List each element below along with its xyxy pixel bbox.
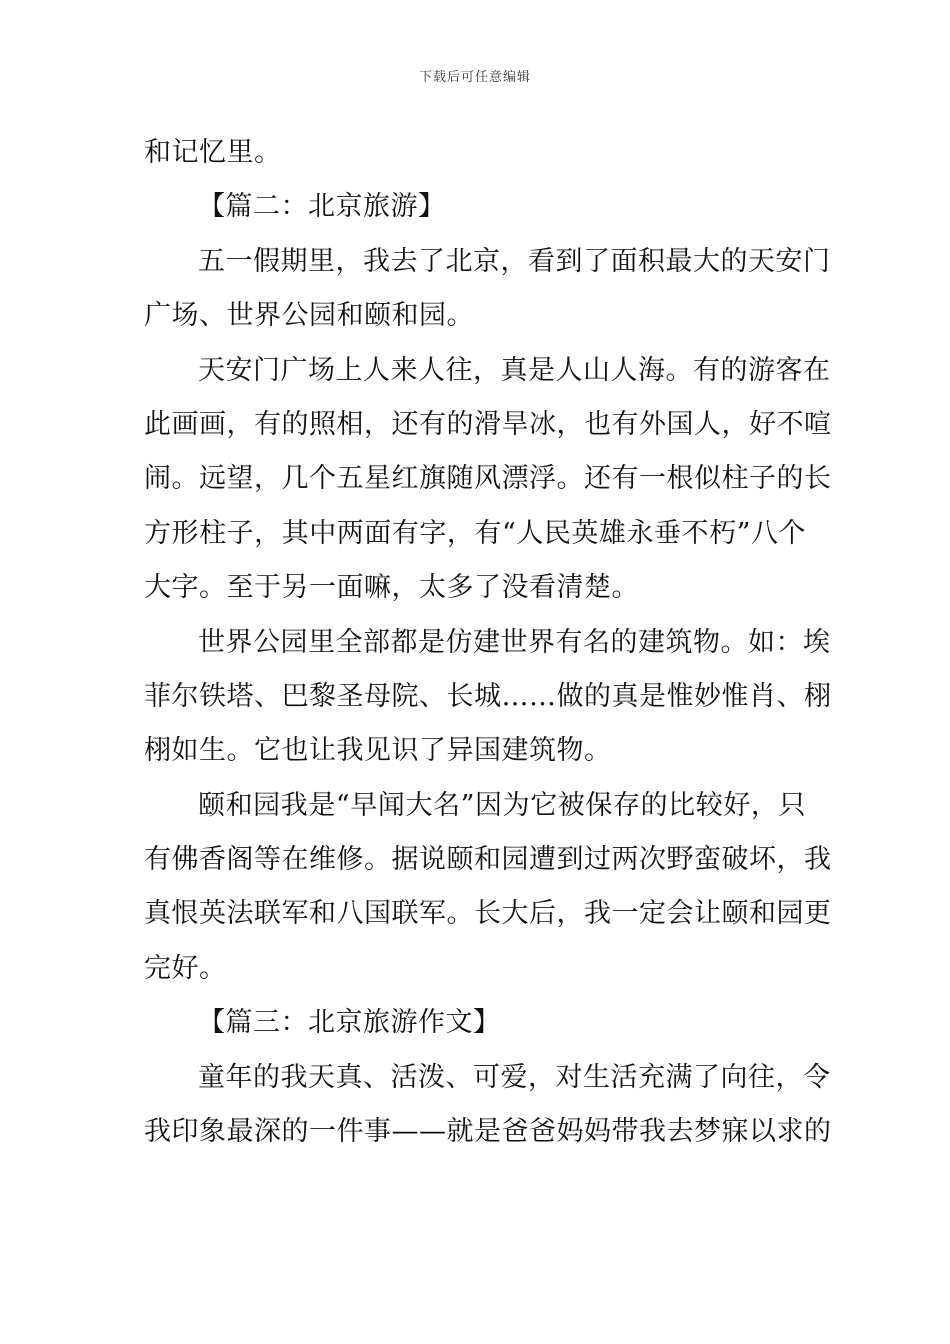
page-header: 下载后可任意编辑	[418, 70, 531, 85]
text-line: 此画画，有的照相，还有的滑旱冰，也有外国人，好不喧	[144, 408, 832, 440]
paragraph-first-line: 颐和园我是“早闻大名”因为它被保存的比较好，只	[198, 789, 806, 821]
paragraph-first-line: 世界公园里全部都是仿建世界有名的建筑物。如：埃	[198, 626, 831, 658]
paragraph-first-line: 天安门广场上人来人往，真是人山人海。有的游客在	[198, 354, 831, 386]
text-line: 完好。	[144, 952, 227, 984]
section-heading: 【篇二：北京旅游】	[198, 191, 446, 223]
text-line: 方形柱子，其中两面有字，有“人民英雄永垂不朽”八个	[144, 517, 806, 549]
text-line: 栩如生。它也让我见识了异国建筑物。	[144, 735, 612, 767]
text-line: 菲尔铁塔、巴黎圣母院、长城……做的真是惟妙惟肖、栩	[144, 680, 832, 712]
paragraph-first-line: 童年的我天真、活泼、可爱，对生活充满了向往，令	[198, 1061, 831, 1093]
text-line: 广场、世界公园和颐和园。	[144, 300, 474, 332]
document-body	[144, 126, 832, 1159]
text-line: 有佛香阁等在维修。据说颐和园遭到过两次野蛮破坏，我	[144, 844, 832, 876]
section-heading: 【篇三：北京旅游作文】	[198, 1007, 501, 1039]
text-line: 闹。远望，几个五星红旗随风漂浮。还有一根似柱子的长	[144, 463, 832, 495]
text-line: 和记忆里。	[144, 137, 282, 168]
paragraph-first-line: 五一假期里，我去了北京，看到了面积最大的天安门	[198, 245, 831, 277]
text-line: 我印象最深的一件事——就是爸爸妈妈带我去梦寐以求的	[144, 1116, 832, 1148]
text-line: 真恨英法联军和八国联军。长大后，我一定会让颐和园更	[144, 898, 832, 930]
text-line: 大字。至于另一面嘛，太多了没看清楚。	[144, 572, 639, 604]
